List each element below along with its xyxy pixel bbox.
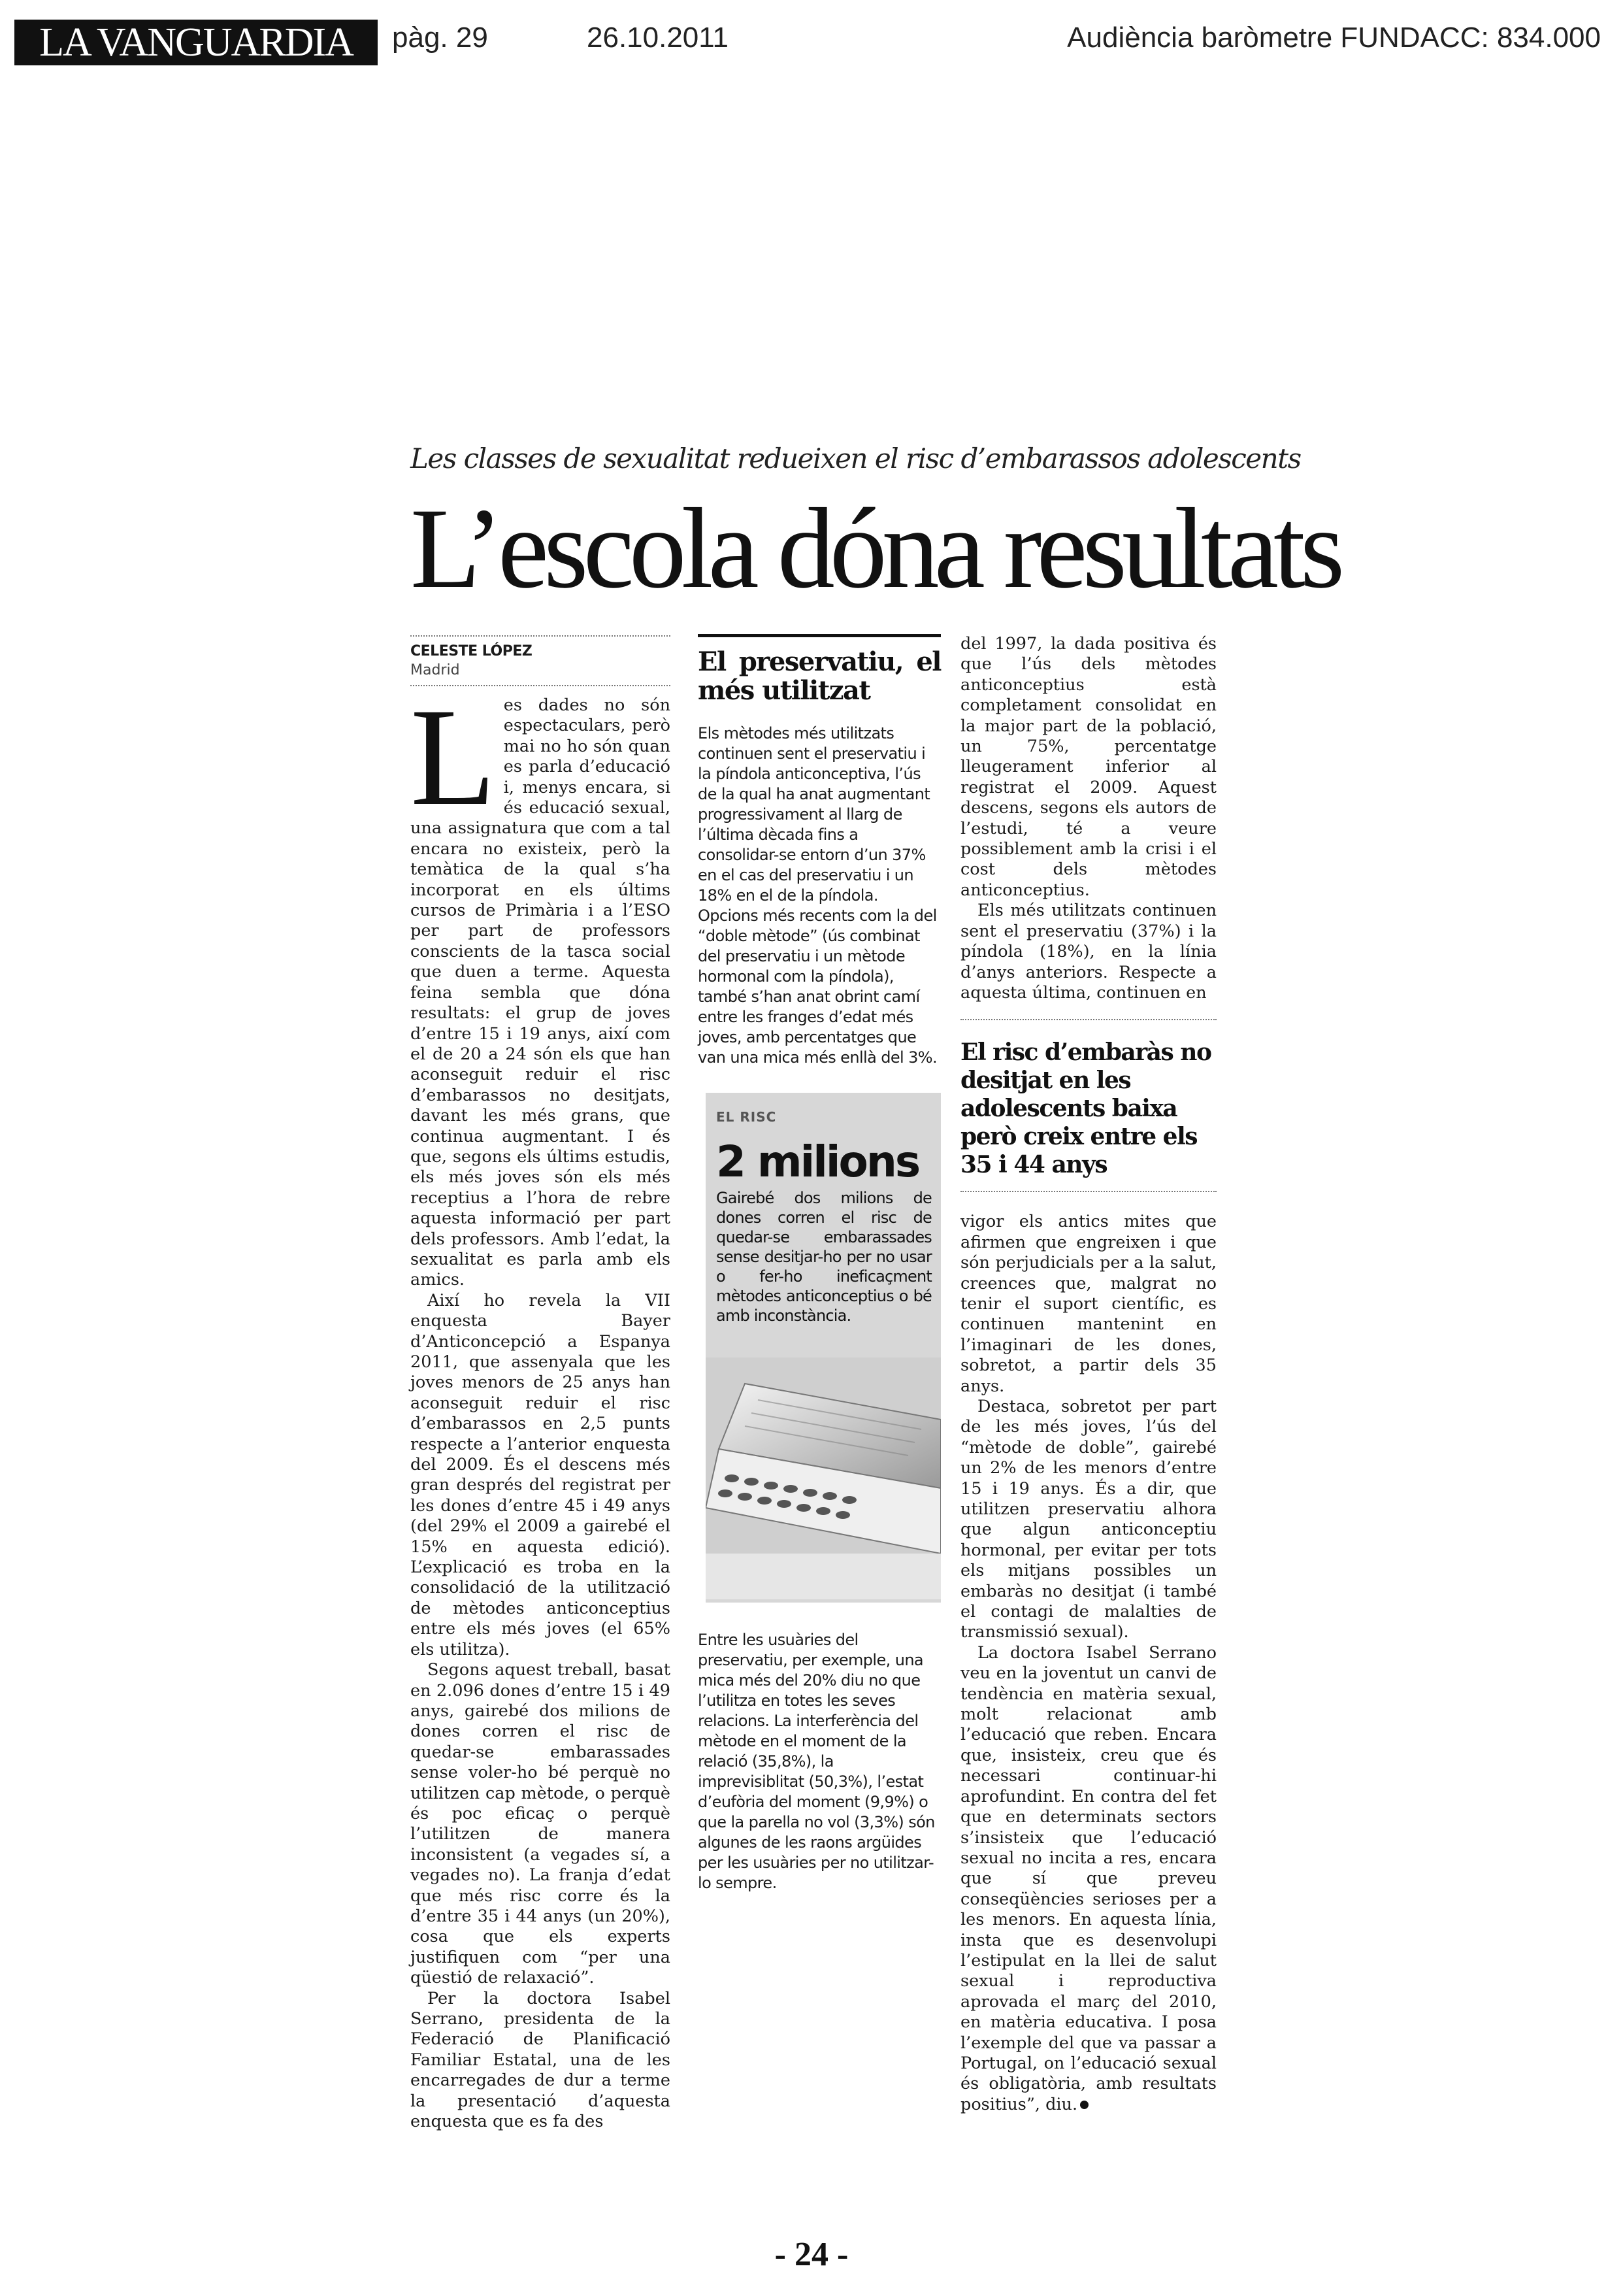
audience-figure: Audiència baròmetre FUNDACC: 834.000 (1067, 22, 1601, 54)
article-column-1 (410, 635, 670, 2132)
article-paragraph: Segons aquest treball, basat en 2.096 dones d’entre 15 i 49 anys, gairebé dos milions de dones corren el risc de quedar-se embarassades sense voler-ho bé perquè no utilitzen cap mètode, o perquè és poc eficaç o perquè l’utilitzen de manera inconsistent (a vegades sí, a vegades no). La franja d’edat que més risc corre és la d’entre 35 i 44 anys (un 20%), cosa que els experts justifiquen com “per una qüestió de relaxació”. (410, 1660, 670, 1988)
article-paragraph: Per la doctora Isabel Serrano, presidenta de la Federació de Planificació Familiar Estatal, una de les encarregades de dur a terme la presentació d’aquesta enquesta que es fa des (410, 1988, 670, 2132)
sidebar-paragraph: Entre les usuàries del preservatiu, per exemple, una mica més del 20% diu no que l’utilitza en totes les seves relacions. La interferència del mètode en el moment de la relació (35,8%), la imprevisiblitat (50,3%), l’estat d’eufòria del moment (9,9%) o que la parella no vol (3,3%) són algunes de les raons argüides per les usuàries per no utilitzar-lo sempre. (698, 1631, 935, 1892)
article-paragraph: vigor els antics mites que afirmen que engreixen i que són perjudicials per a la salut, creences que, malgrat no tenir el suport científic, es continuen mantenint en l’imaginari de les dones, sobretot, a partir dels 35 anys. (960, 1212, 1217, 1396)
sidebar-title: El preservatiu, el més utilitzat (698, 646, 941, 706)
sidebar-rule (698, 634, 941, 637)
drop-cap: L (410, 680, 496, 835)
risk-infobox (706, 1093, 941, 1603)
publication-logo: LA VANGUARDIA (14, 20, 378, 65)
article-column-3 (960, 634, 1217, 2115)
end-of-article-mark (1080, 2101, 1089, 2109)
page-number: - 24 - (774, 2236, 849, 2273)
sidebar-text (698, 1630, 941, 1893)
infobox-text: Gairebé dos milions de dones corren el risc de quedar-se embarassades sense desitjar-ho per no usar o fer-ho ineficaçment mètodes anticonceptius o bé amb inconstància. (716, 1189, 932, 1325)
article-paragraph: Els més utilitzats continuen sent el preservatiu (37%) i la píndola (18%), en la línia d’anys anteriors. Respecte a aquesta última, continuen en (960, 901, 1217, 1003)
pill-pack-photo (706, 1357, 941, 1599)
article-headline: L’escola dóna resultats (410, 485, 1340, 612)
infobox-figure: 2 milions (716, 1137, 919, 1187)
article-paragraph: del 1997, la dada positiva és que l’ús dels mètodes anticonceptius està completament consolidat en la major part de la població, un 75%, percentatge lleugerament inferior al registrat el 2009. Aquest descens, segons els autors de l’estudi, té a veure possiblement amb la crisi i el cost dels mètodes anticonceptius. (960, 634, 1217, 900)
publication-date: 26.10.2011 (587, 22, 729, 54)
pull-quote: El risc d’embaràs no desitjat en les adolescents baixa però creix entre els 35 i 44 anys (960, 1019, 1217, 1192)
sidebar-paragraph: Els mètodes més utilitzats continuen sent el preservatiu i la píndola anticonceptiva, l’ús de la qual ha anat augmentant progressivament al llarg de l’última dècada fins a consolidar-se entorn d’un 37% en el cas del preservatiu i un 18% en el de la píndola. Opcions més recents com la del “doble mètode” (ús combinat del preservatiu i un mètode hormonal com la píndola), també s’han anat obrint camí entre les franges d’edat més joves, amb percentatges que van una mica més enllà del 3%. (698, 724, 938, 1067)
article-paragraph: Així ho revela la VII enquesta Bayer d’Anticoncepció a Espanya 2011, que assenyala que les joves menors de 25 anys han aconseguit reduir el risc d’embarassos en 2,5 punts respecte a l’anterior enquesta del 2009. És el descens més gran després del registrat per les dones d’entre 45 i 49 anys (del 29% el 2009 a gairebé el 15% en aquesta edició). L’explicació es troba en la consolidació de la utilització de mètodes anticonceptius entre els més joves (el 65% els utilitza). (410, 1290, 670, 1659)
byline-location: Madrid (410, 661, 670, 686)
paragraph-text: La doctora Isabel Serrano veu en la joventut un canvi de tendència en matèria sexual, molt relacionat amb l’educació que reben. Encara que, insisteix, creu que és necessari continuar-hi aprofundint. En contra del fet que en determinats sectors s’insisteix que l’educació sexual no incita a res, encara que sí que preveu conseqüències serioses per a les menors. En aquesta línia, insta que es desenvolupi l’estipulat en la llei de salut sexual i reproductiva aprovada el març del 2010, en matèria educativa. I posa l’exemple del que va passar a Portugal, on l’educació sexual és obligatòria, amb resultats positius”, diu. (960, 1642, 1217, 2114)
article-paragraph (960, 1643, 1217, 2115)
article-kicker: Les classes de sexualitat redueixen el risc d’embarassos adolescents (410, 442, 1301, 474)
byline: CELESTE LÓPEZ (410, 635, 670, 661)
page-reference: pàg. 29 (392, 22, 488, 54)
paragraph-text: es dades no són espectaculars, però mai no ho són quan es parla d’educació i, menys encara, si és educació sexual, una assignatura que com a tal encara no existeix, però la temàtica de la qual s’ha incorporat en els últims cursos de Primària i a l’ESO per part de professors conscients de la tasca social que duen a terme. Aquesta feina sembla que dóna resultats: el grup de joves d’entre 15 i 19 anys, així com el de 20 a 24 són els que han aconseguit reduir el risc d’embarassos no desitjats, davant les més grans, que continua augmentant. I és que, segons els últims estudis, els més joves són els més receptius a l’hora de rebre aquesta informació per part dels professors. Amb l’edat, la sexualitat es parla amb els amics. (410, 695, 670, 1290)
sidebar-text (698, 724, 941, 1068)
article-paragraph (410, 680, 670, 1291)
infobox-label: EL RISC (716, 1109, 777, 1125)
sidebar-column (698, 634, 941, 1893)
article-paragraph: Destaca, sobretot per part de les més joves, l’ús del “mètode de doble”, gairebé un 2% de les menors d’entre 15 i 19 anys. És a dir, que utilitzen preservatiu alhora que algun anticonceptiu hormonal, per evitar per tots els mitjans possibles un embaràs no desitjat (i també el contagi de malalties de transmissió sexual). (960, 1396, 1217, 1642)
